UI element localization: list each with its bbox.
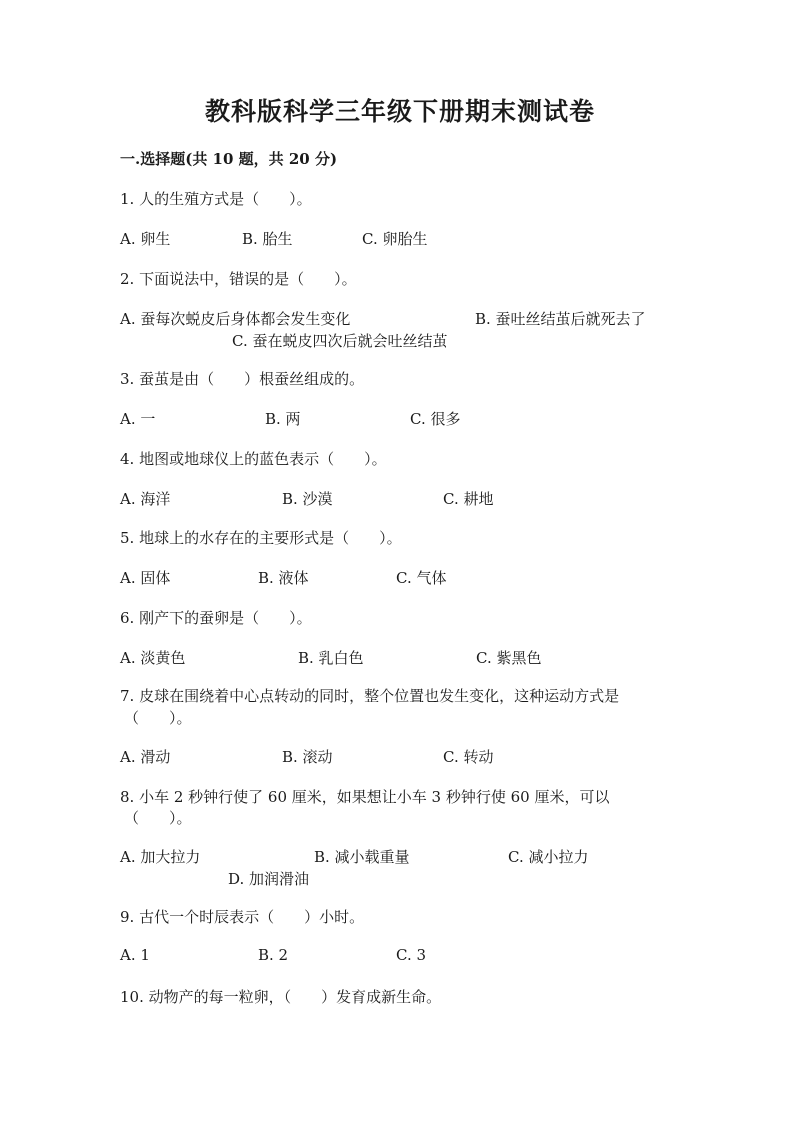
question-5-option-b: B. 液体 <box>258 569 309 587</box>
question-4-stem: 4. 地图或地球仪上的蓝色表示（ ）。 <box>120 450 387 468</box>
question-6-stem: 6. 刚产下的蚕卵是（ ）。 <box>120 609 312 627</box>
question-4-option-b: B. 沙漠 <box>282 490 333 508</box>
question-6-option-b: B. 乳白色 <box>298 649 364 667</box>
question-3-stem: 3. 蚕茧是由（ ）根蚕丝组成的。 <box>120 370 365 388</box>
question-7-stem-line-1: 7. 皮球在围绕着中心点转动的同时，整个位置也发生变化，这种运动方式是 <box>120 687 620 705</box>
question-6-option-a: A. 淡黄色 <box>120 649 186 667</box>
question-7-stem-line-2: （ ）。 <box>124 709 192 727</box>
question-2-option-c: C. 蚕在蜕皮四次后就会吐丝结茧 <box>232 332 448 350</box>
question-9-option-a: A. 1 <box>120 946 150 964</box>
question-1-stem: 1. 人的生殖方式是（ ）。 <box>120 190 312 208</box>
question-5-option-a: A. 固体 <box>120 569 171 587</box>
question-1-option-c: C. 卵胎生 <box>362 230 428 248</box>
question-10-stem: 10. 动物产的每一粒卵，（ ）发育成新生命。 <box>120 988 442 1006</box>
question-5-stem: 5. 地球上的水存在的主要形式是（ ）。 <box>120 529 402 547</box>
question-8-option-c: C. 减小拉力 <box>508 848 589 866</box>
question-7-option-a: A. 滑动 <box>120 748 171 766</box>
question-1-option-b: B. 胎生 <box>242 230 293 248</box>
question-8-stem-line-2: （ ）。 <box>124 809 192 827</box>
question-7-option-c: C. 转动 <box>443 748 494 766</box>
section-heading: 一.选择题(共 10 题，共 20 分) <box>120 150 338 168</box>
question-4-option-c: C. 耕地 <box>443 490 494 508</box>
question-6-option-c: C. 紫黑色 <box>476 649 542 667</box>
page-title: 教科版科学三年级下册期末测试卷 <box>204 97 595 126</box>
question-8-option-b: B. 减小载重量 <box>314 848 410 866</box>
question-4-option-a: A. 海洋 <box>120 490 171 508</box>
question-7-option-b: B. 滚动 <box>282 748 333 766</box>
question-2-stem: 2. 下面说法中，错误的是（ ）。 <box>120 270 357 288</box>
question-9-stem: 9. 古代一个时辰表示（ ）小时。 <box>120 908 365 926</box>
question-3-option-b: B. 两 <box>265 410 301 428</box>
question-8-stem-line-1: 8. 小车 2 秒钟行使了 60 厘米，如果想让小车 3 秒钟行使 60 厘米，可以 <box>120 788 610 806</box>
question-1-option-a: A. 卵生 <box>120 230 171 248</box>
question-5-option-c: C. 气体 <box>396 569 447 587</box>
question-9-option-b: B. 2 <box>258 946 289 964</box>
question-3-option-a: A. 一 <box>120 410 156 428</box>
question-2-option-b: B. 蚕吐丝结茧后就死去了 <box>475 310 646 328</box>
question-9-option-c: C. 3 <box>396 946 427 964</box>
question-8-option-d: D. 加润滑油 <box>228 870 310 888</box>
question-3-option-c: C. 很多 <box>410 410 461 428</box>
question-2-option-a: A. 蚕每次蜕皮后身体都会发生变化 <box>120 310 351 328</box>
question-8-option-a: A. 加大拉力 <box>120 848 201 866</box>
